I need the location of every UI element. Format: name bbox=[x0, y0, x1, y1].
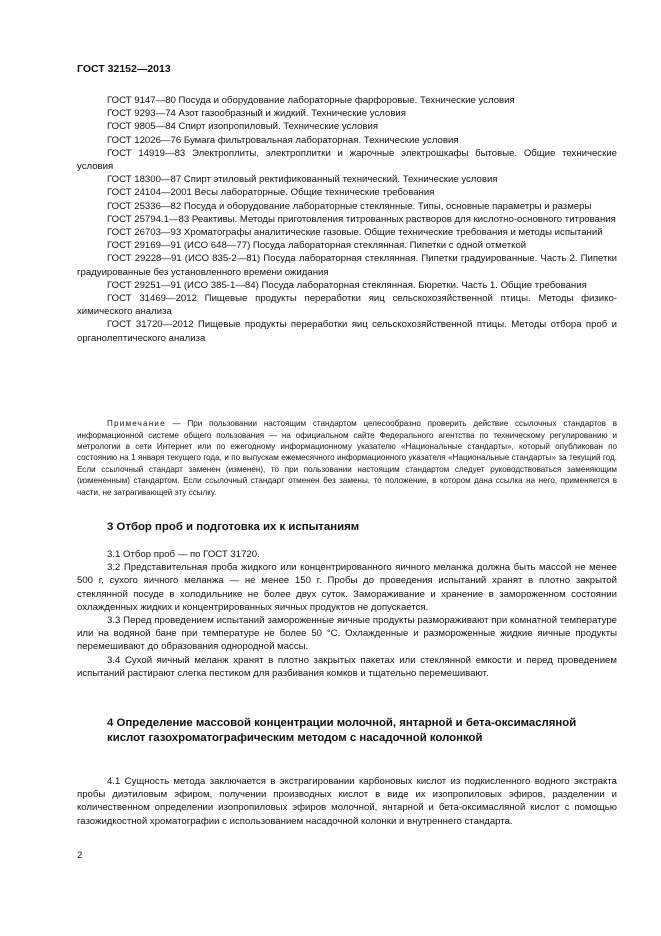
reference-item: ГОСТ 31469—2012 Пищевые продукты переработки яиц сельскохозяйственной птицы. Методы физико-химического анализа bbox=[77, 293, 617, 318]
reference-item: ГОСТ 14919—83 Электроплиты, электроплитки и жарочные электрошкафы бытовые. Общие технические условия bbox=[77, 147, 617, 173]
reference-item: ГОСТ 26703—93 Хроматографы аналитические газовые. Общие технические требования и методы испытаний bbox=[107, 227, 603, 239]
note-label: Примечание bbox=[107, 419, 166, 429]
reference-item: ГОСТ 29169—91 (ИСО 648—77) Посуда лабораторная стеклянная. Пипетки с одной отметкой bbox=[107, 240, 527, 252]
paragraph: 3.4 Сухой яичный меланж хранят в плотно закрытых пакетах или стеклянной емкости и перед проведением испытаний растирают слегка пестиком для разбивания комков и тщательно перемешивают. bbox=[77, 654, 617, 679]
page-header: ГОСТ 32152—2013 bbox=[77, 63, 171, 75]
reference-item: ГОСТ 31720—2012 Пищевые продукты переработки яиц сельскохозяйственной птицы. Методы отбора проб и органолептического анализа bbox=[77, 319, 617, 344]
page-number: 2 bbox=[77, 850, 83, 861]
reference-item: ГОСТ 25336—82 Посуда и оборудование лабораторные стеклянные. Типы, основные параметры и размеры bbox=[107, 200, 592, 212]
paragraph: 3.2 Представительная проба жидкого или концентрированного яичного меланжа должна быть массой не менее 500 г, сухого яичного меланжа — не менее 150 г. Пробы до проведения испытаний хранят в плотно закрытой стеклянной посуде в холодильнике не более двух суток. Замораживание и хранение в замороженном состоянии охлажденных жидких и концентрированных яичных продуктов не допускается. bbox=[77, 562, 617, 613]
section-3-body bbox=[77, 548, 617, 680]
reference-item: ГОСТ 29251—91 (ИСО 385-1—84) Посуда лабораторная стеклянная. Бюретки. Часть 1. Общие требования bbox=[107, 279, 587, 291]
note-text: — При пользовании настоящим стандартом целесообразно проверить действие ссылочных стандартов в информационной системе общего пользования — на официальном сайте Федерального агентства по техническому регулированию и метрологии в сети Интернет или по ежегодному информационному указателю «Национальные стандарты», который опубликован по состоянию на 1 января текущего года, и по выпускам ежемесячного информационного указателя «Национальные стандарты» за текущий год. Если ссылочный стандарт заменен (изменен), то при пользовании настоящим стандартом следует руководствоваться заменяющим (измененным) стандартом. Если ссылочный стандарт отменен без замены, то положение, в котором дана ссылка на него, применяется в части, не затрагивающей эту ссылку. bbox=[77, 419, 617, 497]
reference-item: ГОСТ 25794.1—83 Реактивы. Методы приготовления титрованных растворов для кислотно-основного титрования bbox=[107, 213, 616, 225]
reference-item: ГОСТ 24104—2001 Весы лабораторные. Общие технические требования bbox=[107, 187, 435, 199]
section-4-heading: 4 Определение массовой концентрации молочной, янтарной и бета-оксимасляной кислот газохроматографическим методом с насадочной колонкой bbox=[107, 717, 577, 744]
section-3-heading: 3 Отбор проб и подготовка их к испытаниям bbox=[107, 521, 360, 533]
reference-item: ГОСТ 12026—76 Бумага фильтровальная лабораторная. Технические условия bbox=[107, 134, 459, 146]
references-list bbox=[77, 94, 617, 345]
reference-item: ГОСТ 9805—84 Спирт изопропиловый. Технические условия bbox=[107, 121, 379, 133]
reference-item: ГОСТ 9147—80 Посуда и оборудование лабораторные фарфоровые. Технические условия bbox=[107, 95, 515, 106]
reference-item: ГОСТ 29228—91 (ИСО 835-2—81) Посуда лабораторная стеклянная. Пипетки градуированные. Часть 2. Пипетки градуированные без установленного времени ожидания bbox=[77, 253, 617, 278]
reference-item: ГОСТ 9293—74 Азот газообразный и жидкий. Технические условия bbox=[107, 108, 406, 120]
section-4-body bbox=[77, 775, 617, 828]
paragraph: 4.1 Сущность метода заключается в экстрагировании карбоновых кислот из подкисленного водного экстракта пробы диэтиловым эфиром, получении производных кислот в виде их изопропиловых эфиров, разделении и количественном определении изопропиловых эфиров молочной, янтарной и бета-оксимасляной кислот с помощью газожидкостной хроматографии с использованием насадочной колонки и внутреннего стандарта. bbox=[77, 776, 617, 827]
paragraph: 3.1 Отбор проб — по ГОСТ 31720. bbox=[107, 549, 260, 560]
reference-item: ГОСТ 18300—87 Спирт этиловый ректификованный технический. Технические условия bbox=[107, 174, 498, 186]
paragraph: 3.3 Перед проведением испытаний замороженные яичные продукты размораживают при комнатной температуре или на водяной бане при температуре не более 50 °С. Охлажденные и размороженные жидкие яичные продукты перемешивают до образования однородной массы. bbox=[77, 615, 617, 653]
note-paragraph bbox=[77, 418, 617, 498]
